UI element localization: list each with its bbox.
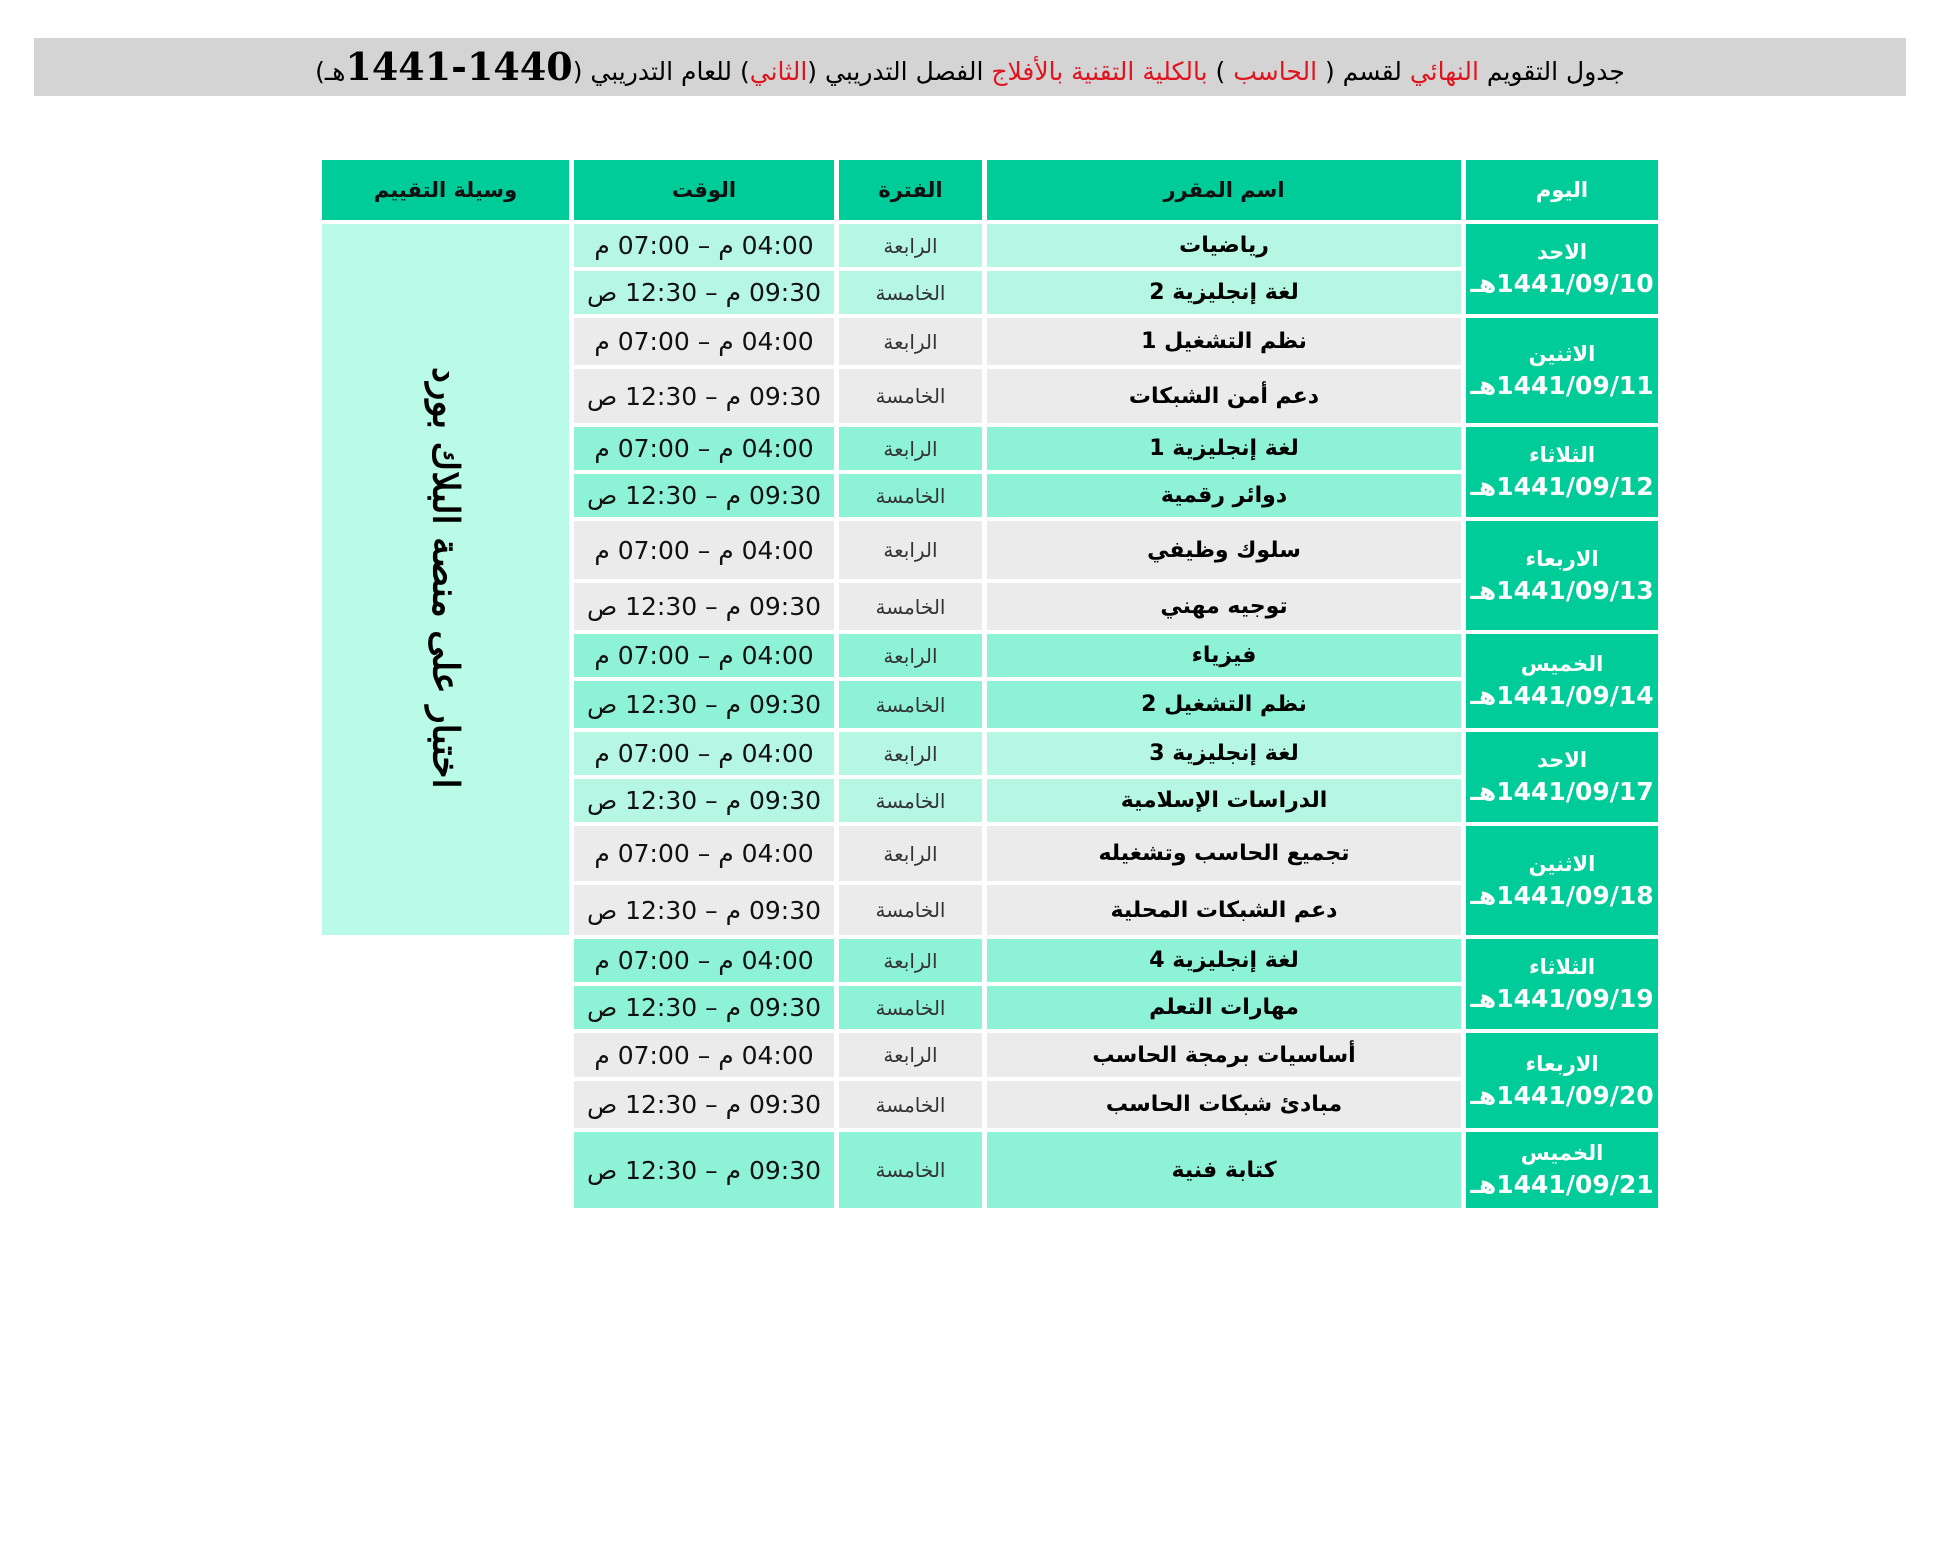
course-name: الدراسات الإسلامية xyxy=(987,779,1461,822)
course-name: دعم أمن الشبكات xyxy=(987,369,1461,423)
day-cell xyxy=(1466,939,1658,1029)
day-name: الثلاثاء xyxy=(1528,955,1596,979)
day-date: 1441/09/14هـ xyxy=(1470,681,1654,710)
period: الرابعة xyxy=(839,826,982,881)
title-department: الحاسب xyxy=(1233,57,1318,86)
title-semester: الثاني xyxy=(749,57,808,86)
period: الخامسة xyxy=(839,986,982,1029)
day-cell xyxy=(1466,521,1658,630)
header-day: اليوم xyxy=(1466,160,1658,220)
course-name: نظم التشغيل 2 xyxy=(987,681,1461,728)
time: 04:00 م – 07:00 م xyxy=(574,732,834,775)
day-date: 1441/09/17هـ xyxy=(1470,777,1654,806)
table-row xyxy=(317,1132,1658,1208)
day-date: 1441/09/13هـ xyxy=(1470,575,1654,605)
period: الخامسة xyxy=(839,1132,982,1208)
time: 04:00 م – 07:00 م xyxy=(574,1033,834,1077)
course-name: مهارات التعلم xyxy=(987,986,1461,1029)
course-name: لغة إنجليزية 3 xyxy=(987,732,1461,775)
course-name: تجميع الحاسب وتشغيله xyxy=(987,826,1461,881)
title-text: لقسم ( xyxy=(1317,57,1410,86)
period: الخامسة xyxy=(839,885,982,935)
period: الرابعة xyxy=(839,732,982,775)
title-text: هـ) xyxy=(315,57,346,86)
day-date: 1441/09/10هـ xyxy=(1470,269,1654,298)
time: 04:00 م – 07:00 م xyxy=(574,224,834,267)
day-name: الاربعاء xyxy=(1525,546,1599,571)
period: الرابعة xyxy=(839,1033,982,1077)
table-row xyxy=(317,939,1658,982)
course-name: مبادئ شبكات الحاسب xyxy=(987,1081,1461,1128)
time: 09:30 م – 12:30 ص xyxy=(574,1132,834,1208)
day-date: 1441/09/12هـ xyxy=(1470,472,1654,501)
course-name: دعم الشبكات المحلية xyxy=(987,885,1461,935)
day-name: الاربعاء xyxy=(1525,1051,1599,1076)
time: 09:30 م – 12:30 ص xyxy=(574,885,834,935)
period: الرابعة xyxy=(839,318,982,365)
period: الرابعة xyxy=(839,634,982,677)
time: 04:00 م – 07:00 م xyxy=(574,318,834,365)
header-time: الوقت xyxy=(574,160,834,220)
course-name: لغة إنجليزية 2 xyxy=(987,271,1461,314)
title-text: ) xyxy=(1207,57,1234,86)
page-title xyxy=(34,38,1906,96)
title-college: بالكلية التقنية بالأفلاج xyxy=(991,57,1208,86)
time: 04:00 م – 07:00 م xyxy=(574,939,834,982)
day-date: 1441/09/21هـ xyxy=(1470,1170,1654,1199)
period: الرابعة xyxy=(839,224,982,267)
title-year: 1440-1441 xyxy=(345,44,573,89)
period: الخامسة xyxy=(839,681,982,728)
time: 09:30 م – 12:30 ص xyxy=(574,986,834,1029)
course-name: أساسيات برمجة الحاسب xyxy=(987,1033,1461,1077)
day-name: الاحد xyxy=(1536,240,1588,264)
table-row xyxy=(317,1033,1658,1077)
course-name: فيزياء xyxy=(987,634,1461,677)
time: 09:30 م – 12:30 ص xyxy=(574,369,834,423)
period: الخامسة xyxy=(839,369,982,423)
day-date: 1441/09/19هـ xyxy=(1470,984,1654,1013)
assessment-method-text: اختبار على منصة البلاك بورد xyxy=(424,366,467,789)
table-row xyxy=(317,1081,1658,1128)
title-final: النهائي xyxy=(1409,57,1479,86)
day-name: الخميس xyxy=(1520,1141,1604,1165)
day-cell xyxy=(1466,224,1658,314)
day-name: الاحد xyxy=(1536,748,1588,772)
period: الخامسة xyxy=(839,779,982,822)
period: الرابعة xyxy=(839,521,982,579)
time: 09:30 م – 12:30 ص xyxy=(574,474,834,517)
day-name: الاثنين xyxy=(1528,851,1596,876)
course-name: لغة إنجليزية 1 xyxy=(987,427,1461,470)
time: 04:00 م – 07:00 م xyxy=(574,521,834,579)
day-date: 1441/09/20هـ xyxy=(1470,1080,1654,1110)
title-text: جدول التقويم xyxy=(1478,57,1625,86)
course-name: نظم التشغيل 1 xyxy=(987,318,1461,365)
day-cell xyxy=(1466,318,1658,423)
day-date: 1441/09/11هـ xyxy=(1470,370,1654,400)
day-cell xyxy=(1466,427,1658,517)
course-name: لغة إنجليزية 4 xyxy=(987,939,1461,982)
time: 09:30 م – 12:30 ص xyxy=(574,1081,834,1128)
header-period: الفترة xyxy=(839,160,982,220)
day-name: الثلاثاء xyxy=(1528,443,1596,467)
table-row xyxy=(317,224,1658,267)
assessment-method xyxy=(322,224,569,935)
period: الخامسة xyxy=(839,1081,982,1128)
period: الخامسة xyxy=(839,583,982,630)
header-method: وسيلة التقييم xyxy=(322,160,569,220)
table-header-row xyxy=(317,160,1658,220)
title-text: ) للعام التدريبي ( xyxy=(572,57,750,86)
day-date: 1441/09/18هـ xyxy=(1470,880,1654,910)
course-name: رياضيات xyxy=(987,224,1461,267)
period: الرابعة xyxy=(839,427,982,470)
course-name: كتابة فنية xyxy=(987,1132,1461,1208)
day-cell xyxy=(1466,826,1658,935)
period: الرابعة xyxy=(839,939,982,982)
time: 09:30 م – 12:30 ص xyxy=(574,583,834,630)
header-course: اسم المقرر xyxy=(987,160,1461,220)
day-name: الخميس xyxy=(1520,652,1604,676)
time: 09:30 م – 12:30 ص xyxy=(574,271,834,314)
period: الخامسة xyxy=(839,271,982,314)
day-cell xyxy=(1466,634,1658,728)
time: 04:00 م – 07:00 م xyxy=(574,634,834,677)
day-cell xyxy=(1466,732,1658,822)
time: 09:30 م – 12:30 ص xyxy=(574,779,834,822)
exam-schedule-table xyxy=(312,156,1663,1212)
course-name: سلوك وظيفي xyxy=(987,521,1461,579)
day-cell xyxy=(1466,1033,1658,1128)
time: 09:30 م – 12:30 ص xyxy=(574,681,834,728)
course-name: توجيه مهني xyxy=(987,583,1461,630)
period: الخامسة xyxy=(839,474,982,517)
course-name: دوائر رقمية xyxy=(987,474,1461,517)
day-name: الاثنين xyxy=(1528,341,1596,366)
time: 04:00 م – 07:00 م xyxy=(574,826,834,881)
time: 04:00 م – 07:00 م xyxy=(574,427,834,470)
day-cell xyxy=(1466,1132,1658,1208)
title-text: الفصل التدريبي ( xyxy=(807,57,992,86)
table-row xyxy=(317,986,1658,1029)
